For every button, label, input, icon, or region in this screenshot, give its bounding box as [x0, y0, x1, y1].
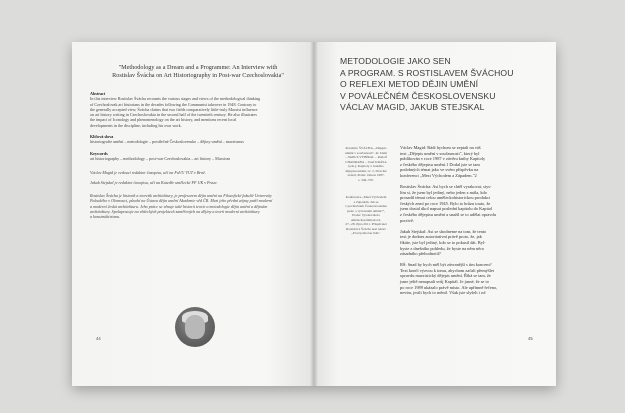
bio-line: a moderní česká architektura. Jeho práce se věnuje také historii teorie a metodologie dějin umění a dějinám — [90, 203, 268, 209]
footnote-line: dějepisu umění, sv. 2, Dvacáté — [345, 168, 387, 173]
keywords-en-heading: Keywords — [90, 151, 108, 156]
keywords-cs-text: historiografie umění – metodologie – poválečné Československo – dějiny umění – marxismus — [90, 139, 244, 145]
right-page — [314, 42, 556, 386]
abstract-line: of Czechoslovak art historians in the decades following the Communist takeover in 1948. Contrary to — [90, 101, 257, 107]
footnote-line: století, Praha: Odeon 1987, — [347, 173, 385, 177]
czech-title-line: O REFLEXI METOD DĚJIN UMĚNÍ — [340, 79, 479, 90]
footnote-line: CHADRABA – Josef KRÁSA — [345, 159, 387, 164]
interview-paragraph — [400, 262, 532, 296]
body-line: Václav Magid: Rádi bychom se zeptali na váš — [400, 145, 481, 150]
interview-paragraph — [400, 184, 532, 223]
keywords-cs-block — [90, 134, 296, 145]
body-line: Jakub Stejskal: Asi se shodneme na tom, že tento — [400, 228, 487, 234]
portrait-photo — [175, 307, 215, 347]
czech-title-line: V POVÁLEČNÉM ČESKOSLOVENSKU — [340, 90, 496, 101]
author-note: Václav Magid je vedoucí redaktor časopisu, učí na FaVU VUT v Brně. — [90, 170, 206, 175]
footnote-line: psalo o výtvarném umění?", — [346, 208, 386, 213]
keywords-en-block — [90, 151, 296, 162]
body-line: konferenci „Mezi Východem a Západem."2 — [400, 172, 477, 178]
body-line: z českého dějepisu umění.1 Dodal jste se tam — [400, 161, 480, 167]
abstract-line: the generally accepted view, Švácha claims that two fields comparatively little-truly Marxist influence — [90, 106, 258, 112]
english-title — [108, 64, 288, 79]
author-note: Jakub Stejskal je redaktor časopisu, učí na Katedře umělecké FF UK v Praze. — [90, 180, 218, 186]
bio-block — [90, 193, 296, 219]
body-line: RŠ: Snad by bych měl být závranější s tím koncem? — [400, 262, 492, 268]
footnote-line: Rostislav ŠVÁCHA, „Dějepis — [345, 146, 387, 150]
body-line: publikován v roce 1987 v závěru knihy Kapitoly — [400, 156, 486, 162]
body-line: českých zemí po roce 1945. Bylo to hrůzu touto, že — [400, 200, 491, 206]
body-line: jsem dostal úkol napsat poslední kapitolu do Kapitol — [400, 206, 493, 212]
footnote-line: „Proti jednotou lidu". — [351, 231, 381, 235]
abstract-line: In this interview Rostislav Švácha recounts the various stages and views of the methodological thinking — [90, 96, 261, 102]
body-line: zásadního přehodnotil? — [400, 251, 441, 257]
body-line: opravdu marxistický dějepis umění. Říká se tam, že — [400, 273, 491, 279]
body-line: Text končí výzvou k tomu, abychom začali přemýšlet — [400, 267, 495, 273]
page-number-right: 45 — [528, 336, 533, 341]
body-line: text „Dějepis umění v současnosti", který byl — [400, 150, 480, 156]
footnote-line: a Západem. Jak se — [353, 199, 379, 204]
abstract-line: developments in the discipline, including his own work. — [90, 122, 182, 128]
abstract-heading: Abstract — [90, 91, 106, 96]
page-number-left: 44 — [96, 336, 101, 341]
english-title-line: Rostislav Švácha on Art Historiography in Post-war Czechoslovakia" — [112, 71, 284, 79]
footnote-1 — [338, 146, 394, 182]
footnote-line: – Jindřich VYBÍRAL – Rudolf — [344, 155, 387, 159]
bio-line: Palackého v Olomouci, působí na Ústavu dějin umění Akademie věd ČR. Mezi jeho přední zájmy patří moderní — [90, 198, 273, 204]
body-line: z českého dějepisu umění a snažil se to udělat opravdu — [400, 212, 496, 218]
body-line: poctivě. — [400, 217, 415, 223]
footnote-2 — [338, 195, 394, 236]
interview-body — [400, 145, 532, 301]
czech-title — [340, 56, 550, 114]
footnote-line: Konference „Mezi Východem — [345, 195, 387, 199]
body-line: nevím, jestli bych to měnil. Však jste slyšeli i od — [400, 290, 486, 296]
footnote-line: s. 349–370. — [358, 177, 374, 182]
body-line: byste z dnešního pohledu, že byste na něm něco — [400, 245, 485, 251]
bio-line: a konstruktivismu. — [90, 214, 121, 220]
interview-paragraph — [400, 145, 532, 179]
left-page — [72, 42, 314, 386]
footnote-line: Praha: Vysoká škola — [352, 213, 380, 217]
body-line: podobných témat jako ve svém příspěvku na — [400, 167, 479, 173]
open-book-spread — [72, 42, 556, 386]
book-gutter — [310, 42, 318, 386]
body-line: prosadil témat celou uměleckohistorickou produkci — [400, 195, 491, 201]
footnote-line: v poválečném Československu — [345, 204, 387, 208]
abstract-line: on art history writing in Czechoslovakia in the second half of the twentieth century. He also illustrates — [90, 112, 257, 118]
czech-title-line: VÁCLAV MAGID, JAKUB STEJSKAL — [340, 102, 485, 113]
english-title-line: "Methodology as a Dream and a Programme: An Interview with — [118, 64, 278, 71]
footnote-line: umění v současnosti", in: Idem — [345, 150, 387, 155]
keywords-cs-heading: Klíčová slova — [90, 134, 114, 139]
body-line: Rostislav Švácha: Asi bych se chtěl vyrakovat, stys- — [400, 184, 492, 190]
czech-title-line: A PROGRAM. S ROSTISLAVEM ŠVÁCHOU — [340, 67, 514, 78]
body-line: jsme ještě nenapsali svůj Kapitál. Je jasné, že se to — [400, 278, 489, 284]
interview-paragraph — [400, 229, 532, 257]
keywords-en-text: art historiography – methodology – post-war Czechoslovakia – art history – Marxism — [90, 156, 230, 162]
body-line: text je dodnes autoritativní právě proto, že, jak — [400, 234, 482, 240]
czech-title-line: METODOLOGIE JAKO SEN — [340, 56, 451, 66]
body-line: po roce 1989 ukázalo právě místo. Ale upřímně řečeno, — [400, 284, 498, 290]
abstract-line: the impact of Iconology and phenomenology on the art history, and mentions recent local — [90, 117, 237, 123]
footnote-line: Rostislava Švácha nesl název — [346, 226, 386, 231]
authors-block — [90, 170, 296, 186]
footnote-line: 27.–28. října 2011. Přispěvatel — [345, 222, 387, 226]
footnote-line: uměleckoprůmyslová, — [350, 217, 382, 222]
body-line: říkáte, jste byl jediný, kdo se to pokusil dát. Byl- — [400, 239, 486, 245]
bio-line: Rostislav Švácha je historik a teoretik architektury, je profesorem dějin umění na Filozofické fakultě Univerzity — [90, 193, 272, 198]
abstract-block — [90, 91, 296, 128]
body-line: lím si, že jsem byl jediný, nebo jeden z mála, kdo — [400, 189, 487, 195]
bio-line: architektury. Spolupracuje na vědeckých projektech zaměřených na dějiny a teorii moderní architektury — [90, 208, 260, 214]
footnote-line: (eds.), Kapitoly z českého — [348, 164, 384, 168]
